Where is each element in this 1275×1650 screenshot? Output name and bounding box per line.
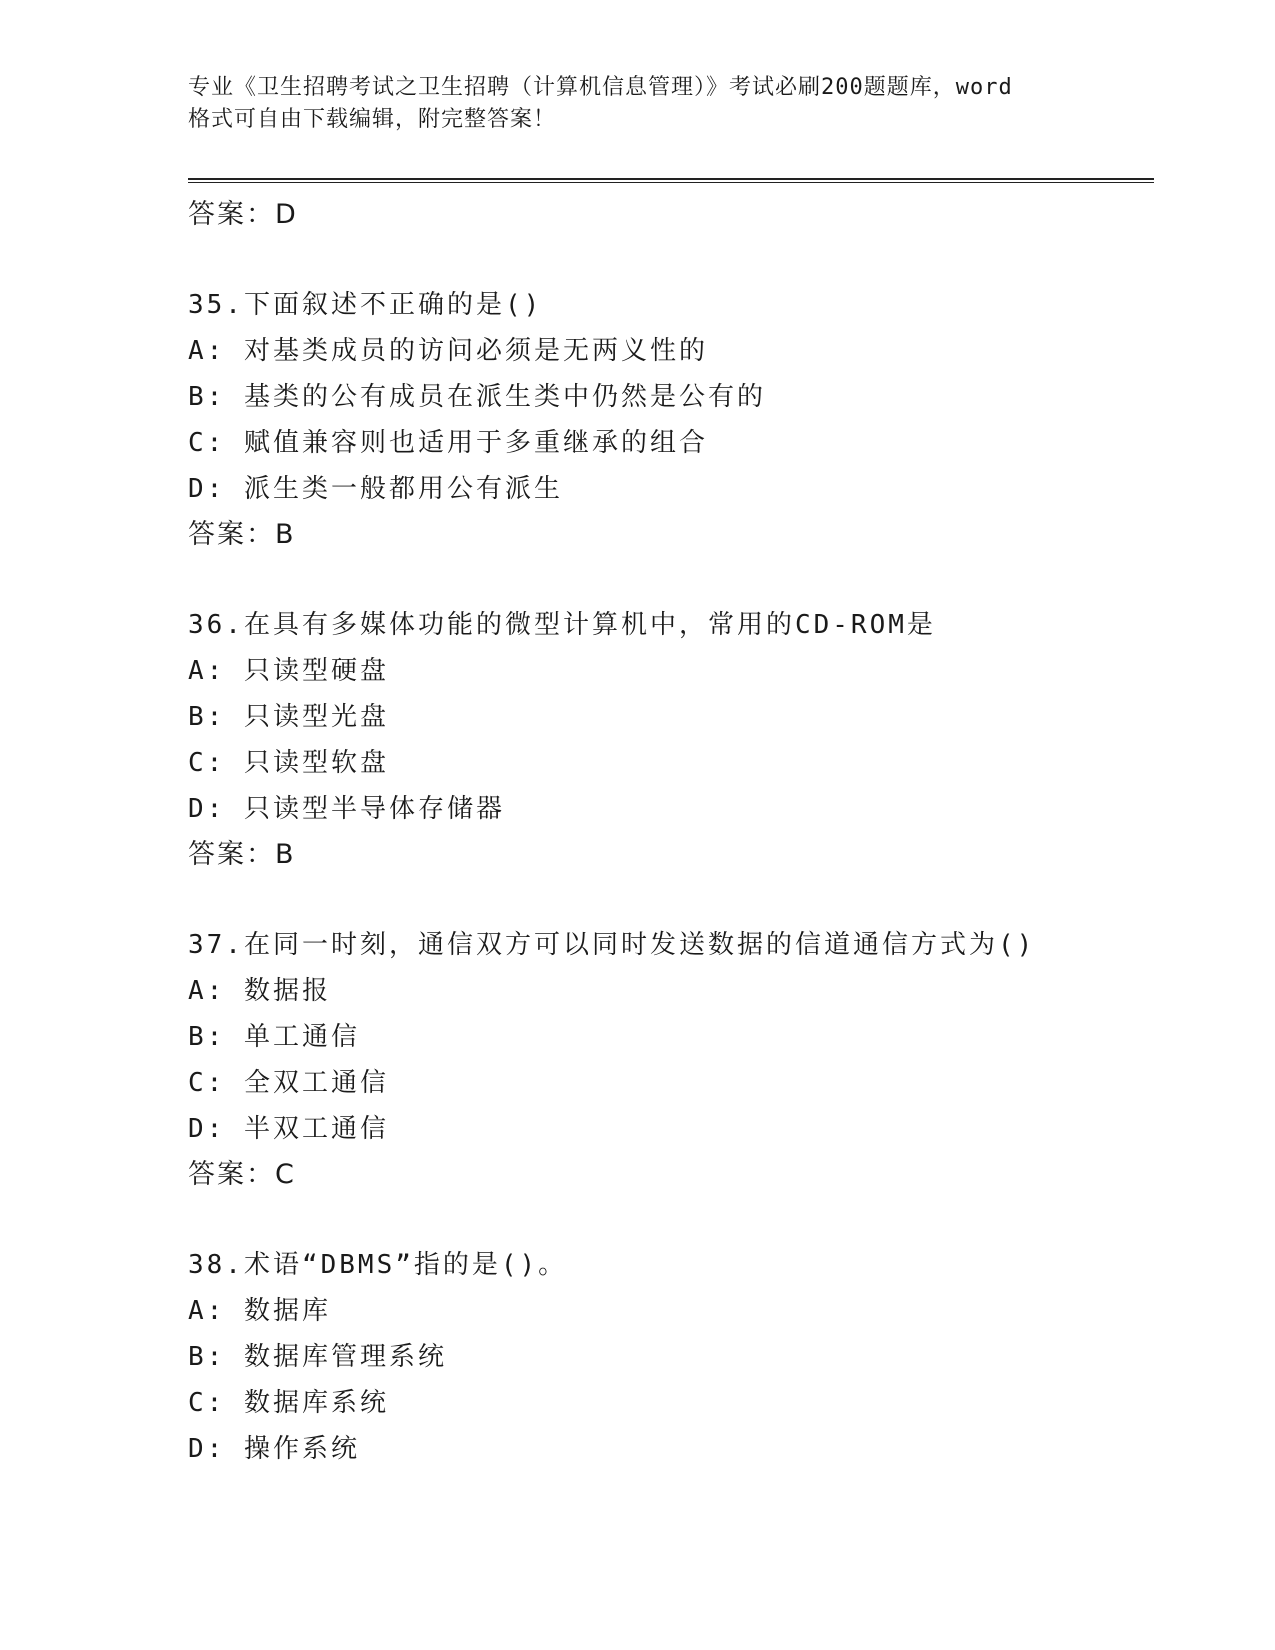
option-b: B: 基类的公有成员在派生类中仍然是公有的 <box>188 382 766 412</box>
header-line-2: 格式可自由下载编辑，附完整答案！ <box>188 107 557 132</box>
question-36 <box>188 602 1154 878</box>
question-text: 37.在同一时刻，通信双方可以同时发送数据的信道通信方式为() <box>188 930 1036 960</box>
option-c: C: 全双工通信 <box>188 1068 389 1098</box>
answer-value: D <box>275 199 298 230</box>
option-b: B: 单工通信 <box>188 1022 360 1052</box>
option-a: A: 只读型硬盘 <box>188 656 389 686</box>
option-a: A: 数据库 <box>188 1296 331 1326</box>
question-text: 35.下面叙述不正确的是() <box>188 290 543 320</box>
spacer <box>188 238 1154 282</box>
spacer <box>188 878 1154 922</box>
option-a: A: 数据报 <box>188 976 331 1006</box>
answer-line <box>188 832 1154 878</box>
question-35 <box>188 282 1154 558</box>
answer-label: 答案： <box>188 199 275 230</box>
answer-value: C <box>275 1159 296 1190</box>
question-text: 38.术语“DBMS”指的是()。 <box>188 1250 568 1280</box>
option-d: D: 半双工通信 <box>188 1114 389 1144</box>
answer-line <box>188 192 1154 238</box>
answer-label: 答案： <box>188 839 275 870</box>
question-text: 36.在具有多媒体功能的微型计算机中，常用的CD-ROM是 <box>188 610 936 640</box>
header-divider <box>188 178 1154 183</box>
answer-value: B <box>275 839 296 870</box>
spacer <box>188 1198 1154 1242</box>
answer-label: 答案： <box>188 1159 275 1190</box>
spacer <box>188 558 1154 602</box>
question-list <box>188 192 1154 1472</box>
option-c: C: 只读型软盘 <box>188 748 389 778</box>
answer-label: 答案： <box>188 519 275 550</box>
option-d: D: 派生类一般都用公有派生 <box>188 474 563 504</box>
question-38 <box>188 1242 1154 1472</box>
document-header <box>188 72 1108 136</box>
option-d: D: 只读型半导体存储器 <box>188 794 505 824</box>
option-a: A: 对基类成员的访问必须是无两义性的 <box>188 336 708 366</box>
answer-line <box>188 1152 1154 1198</box>
option-c: C: 数据库系统 <box>188 1388 389 1418</box>
option-b: B: 只读型光盘 <box>188 702 389 732</box>
header-line-1: 专业《卫生招聘考试之卫生招聘（计算机信息管理）》考试必刷200题题库，word <box>188 75 1013 100</box>
question-37 <box>188 922 1154 1198</box>
option-c: C: 赋值兼容则也适用于多重继承的组合 <box>188 428 708 458</box>
option-b: B: 数据库管理系统 <box>188 1342 447 1372</box>
option-d: D: 操作系统 <box>188 1434 360 1464</box>
answer-line <box>188 512 1154 558</box>
answer-value: B <box>275 519 296 550</box>
